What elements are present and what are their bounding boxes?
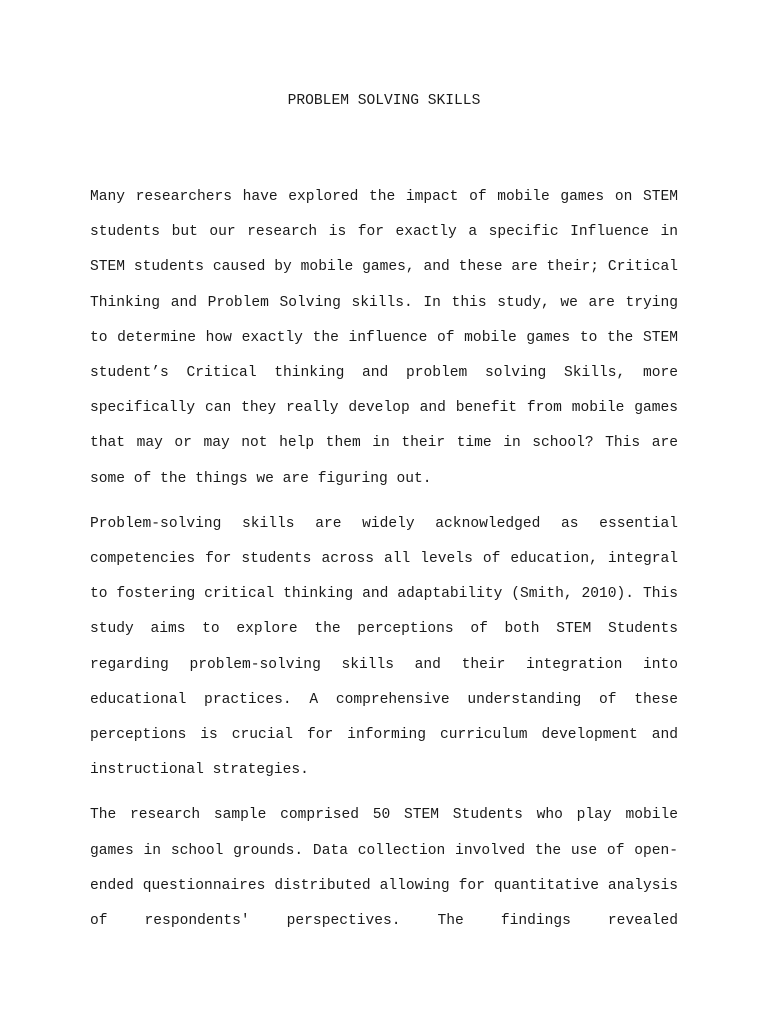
document-body <box>90 180 678 949</box>
document-title: PROBLEM SOLVING SKILLS <box>287 93 481 109</box>
paragraph-intro: Many researchers have explored the impact of mobile games on STEM students but our research is for exactly a specific Influence in STEM students caused by mobile games, and these are their; Critical Thinking and Problem Solving skills. In this study, we are trying to determine how exactly the influence of mobile games to the STEM student’s Critical thinking and problem solving Skills, more specifically can they really develop and benefit from mobile games that may or may not help them in their time in school? This are some of the things we are figuring out. <box>90 189 678 487</box>
paragraph-problem-solving: Problem-solving skills are widely acknowledged as essential competencies for students across all levels of education, integral to fostering critical thinking and adaptability (Smith, 2010). This study aims to explore the perceptions of both STEM Students regarding problem-solving skills and their integration into educational practices. A comprehensive understanding of these perceptions is crucial for informing curriculum development and instructional strategies. <box>90 515 678 779</box>
paragraph-research-sample: The research sample comprised 50 STEM Students who play mobile games in school grounds. Data collection involved the use of open-ended questionnaires distributed allowing for quantitative analysis of respondents' perspectives. The findings revealed <box>90 807 678 930</box>
